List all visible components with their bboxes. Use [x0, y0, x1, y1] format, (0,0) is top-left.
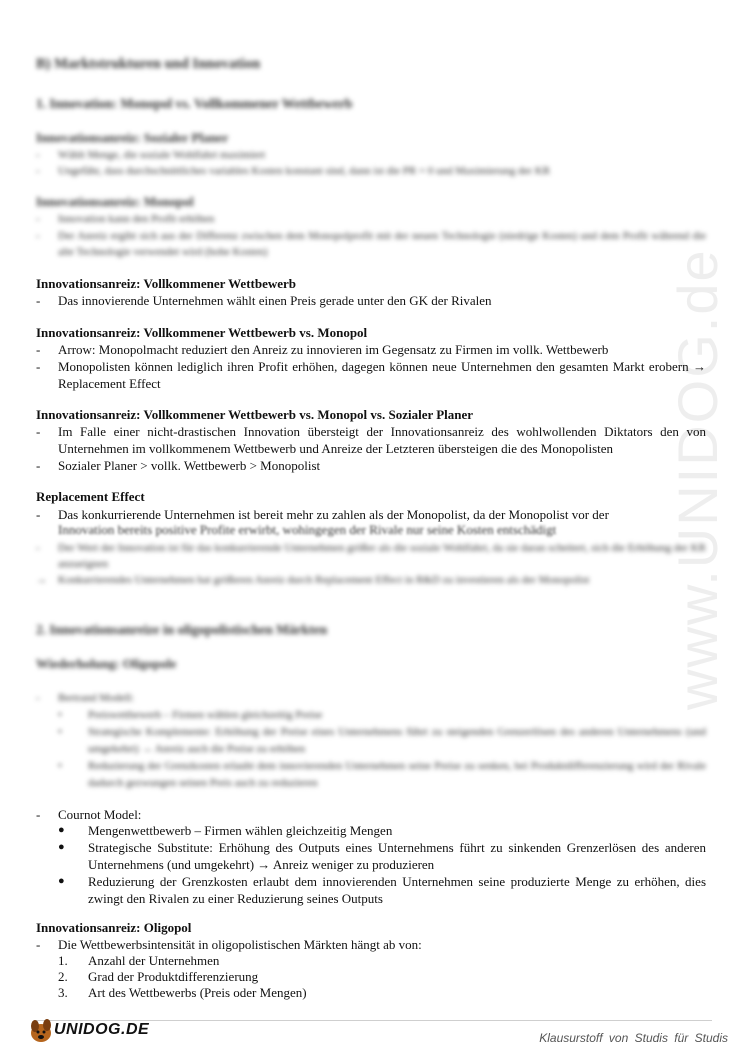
subheading-vw-vs-monopol: Innovationsanreiz: Vollkommener Wettbewerb vs. Monopol — [36, 325, 368, 340]
list-item: - Das konkurrierende Unternehmen ist bereit mehr zu zahlen als der Monopolist, da der Monopolist vor der — [36, 507, 609, 522]
bullet-item: ● Reduzierung der Grenzkosten erlaubt dem innovierenden Unternehmen seine produzierte Menge zu erhöhen, dies zwingt den Rivalen zu einer Reduzierung seines Outputs — [58, 874, 706, 906]
list-item: - Wählt Menge, die soziale Wohlfahrt maximiert — [36, 149, 266, 161]
numbered-item: 1. Anzahl der Unternehmen — [58, 953, 220, 968]
list-item: - Das innovierende Unternehmen wählt einen Preis gerade unter den GK der Rivalen — [36, 293, 492, 308]
section-heading-2: 2. Innovationsanreize in oligopolistischen Märkten — [36, 622, 328, 637]
subheading-wiederholung: Wiederholung: Oligopole — [36, 656, 177, 671]
list-item: - Der Anreiz ergibt sich aus der Differenz zwischen dem Monopolprofit mit der neuen Technologie (niedrige Kosten) und dem Profit während die alte Technologie verwendet wird (hohe Kosten) — [36, 230, 706, 258]
list-item: - Ungefähr, dass durchschnittliches variables Kosten konstant sind, dann ist die PR = 0 und Maximierung der KR — [36, 165, 551, 177]
document-title: B) Marktstrukturen und Innovation — [36, 56, 261, 72]
subheading-replacement-effect: Replacement Effect — [36, 489, 145, 504]
section-heading-1: 1. Innovation: Monopol vs. Vollkommener Wettbewerb — [36, 96, 353, 111]
footer-tagline: Klausurstoff von Studis für Studis — [539, 1031, 728, 1045]
subheading-oligopol: Innovationsanreiz: Oligopol — [36, 920, 192, 935]
subheading-social-planner: Innovationsanreiz: Sozialer Planer — [36, 130, 229, 145]
list-item: - Der Wert der Innovation ist für das konkurrierende Unternehmen größer als die soziale Wohlfahrt, da sie daran scheitert, sich die Erhöhung der KR anzueignen — [36, 542, 706, 570]
list-item-bertrand: - Bertrand Modell: — [36, 692, 135, 704]
logo-text: UNIDOG.DE — [54, 1021, 150, 1038]
list-item-continued: Innovation bereits positive Profite erwirbt, wohingegen der Rivale nur seine Kosten entschädigt — [58, 522, 557, 537]
bullet-item: ● Strategische Substitute: Erhöhung des Outputs eines Unternehmens führt zu sinkenden Grenzerlösen des anderen Unternehmens (und umgekehrt) → Anreiz weniger zu produzieren — [58, 840, 706, 872]
bullet-item: ● Mengenwettbewerb – Firmen wählen gleichzeitig Mengen — [58, 823, 393, 838]
numbered-item: 2. Grad der Produktdifferenzierung — [58, 969, 259, 984]
subheading-monopol: Innovationsanreiz: Monopol — [36, 194, 194, 209]
bullet-item: • Reduzierung der Grenzkosten erlaubt dem innovierenden Unternehmen seine Preise zu senken, bei Produktdifferenzierung wird der Rivale dadurch gezwungen seinen Preis auch zu reduzieren — [58, 760, 706, 789]
watermark: www.UNIDOG.de — [666, 248, 729, 710]
list-item: - Die Wettbewerbsintensität in oligopolistischen Märkten hängt ab von: — [36, 937, 422, 952]
numbered-item: 3. Art des Wettbewerbs (Preis oder Mengen) — [58, 985, 307, 1000]
subheading-vollkommener-wettbewerb: Innovationsanreiz: Vollkommener Wettbewerb — [36, 276, 297, 291]
bullet-item: • Strategische Komplemente: Erhöhung der Preise eines Unternehmens führt zu steigenden Grenzerlösen des anderen Unternehmens (und umgekehrt) → Anreiz auch die Preise zu erhöhen — [58, 726, 706, 755]
subheading-vw-vs-monopol-vs-planer: Innovationsanreiz: Vollkommener Wettbewerb vs. Monopol vs. Sozialer Planer — [36, 407, 474, 422]
list-item: - Arrow: Monopolmacht reduziert den Anreiz zu innovieren im Gegensatz zu Firmen im vollk. Wettbewerb — [36, 342, 609, 357]
list-item: → Konkurrierendes Unternehmen hat größeren Anreiz durch Replacement Effect in R&D zu investieren als der Monopolist — [36, 574, 590, 586]
list-item: - Monopolisten können lediglich ihren Profit erhöhen, dagegen können neue Unternehmen den gesamten Markt erobern → Replacement Effect — [36, 359, 706, 391]
list-item: - Im Falle einer nicht-drastischen Innovation übersteigt der Innovationsanreiz des wohlwollenden Diktators den von Unternehmen im vollkommenem Wettbewerb und Anreize der Letzteren übersteigen die des Monopolisten — [36, 424, 706, 456]
list-item: - Sozialer Planer > vollk. Wettbewerb > Monopolist — [36, 458, 321, 473]
bullet-item: • Preiswettbewerb – Firmen wählen gleichzeitig Preise — [58, 709, 323, 721]
list-item: - Innovation kann den Profit erhöhen — [36, 213, 215, 225]
list-item-cournot: - Cournot Model: — [36, 807, 142, 822]
